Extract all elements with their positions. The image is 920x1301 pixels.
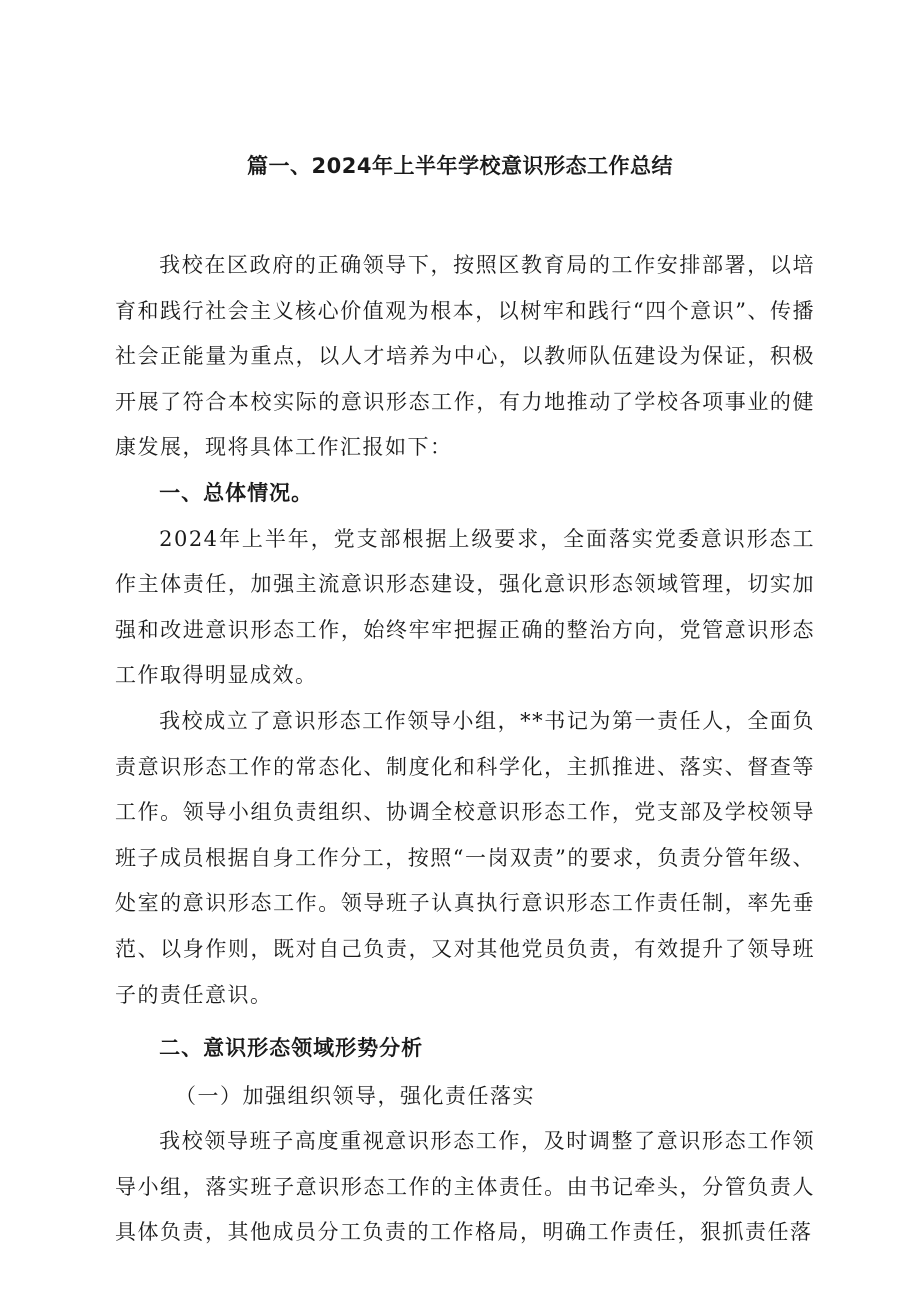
section-heading-analysis: 二、意识形态领域形势分析 xyxy=(159,1036,424,1061)
overview-paragraph-1: 2024年上半年，党支部根据上级要求，全面落实党委意识形态工作主体责任，加强主流意识形态建设，强化意识形态领域管理，切实加强和改进意识形态工作，始终牢牢把握正确的整治方向，党管意识形态工作取得明显成效。 xyxy=(115,526,815,688)
document-body xyxy=(115,243,815,1256)
document-title: 篇一、2024年上半年学校意识形态工作总结 xyxy=(247,154,673,178)
section-heading-overview: 一、总体情况。 xyxy=(159,480,314,505)
overview-paragraph-2: 我校成立了意识形态工作领导小组，**书记为第一责任人，全面负责意识形态工作的常态化、制度化和科学化，主抓推进、落实、督查等工作。领导小组负责组织、协调全校意识形态工作，党支部及学校领导班子成员根据自身工作分工，按照“一岗双责”的要求，负责分管年级、处室的意识形态工作。领导班子认真执行意识形态工作责任制，率先垂范、以身作则，既对自己负责，又对其他党员负责，有效提升了领导班子的责任意识。 xyxy=(115,708,815,1007)
subsection-heading-leadership: （一）加强组织领导，强化责任落实 xyxy=(175,1083,535,1108)
intro-paragraph: 我校在区政府的正确领导下，按照区教育局的工作安排部署，以培育和践行社会主义核心价值观为根本，以树牢和践行“四个意识”、传播社会正能量为重点，以人才培养为中心，以教师队伍建设为保证，积极开展了符合本校实际的意识形态工作，有力地推动了学校各项事业的健康发展，现将具体工作汇报如下： xyxy=(115,253,815,460)
analysis-paragraph-1: 我校领导班子高度重视意识形态工作，及时调整了意识形态工作领导小组，落实班子意识形态工作的主体责任。由书记牵头，分管负责人具体负责，其他成员分工负责的工作格局，明确工作责任，狠抓责任落 xyxy=(115,1129,815,1245)
